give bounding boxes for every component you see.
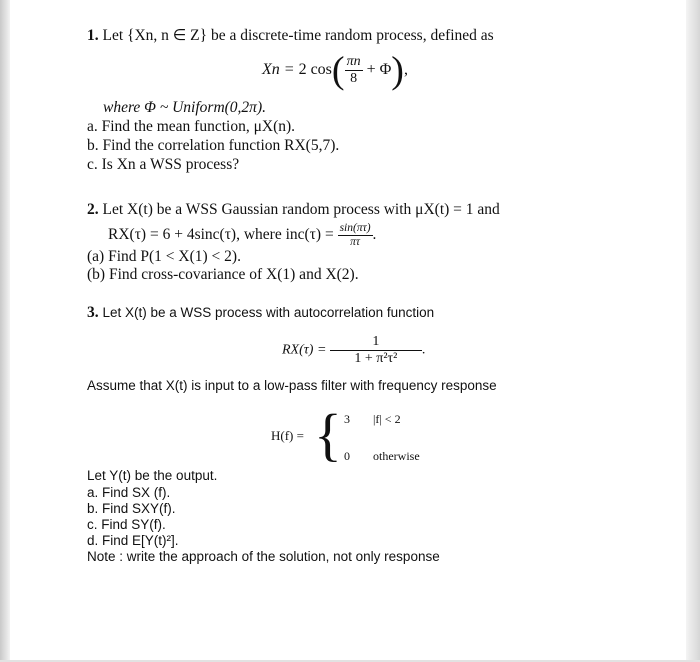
q3-h-lhs: H(f) = <box>271 428 304 443</box>
q3-rx-fraction <box>330 334 422 367</box>
q1-eq-plus-phi: + Φ <box>366 61 392 79</box>
q3-intro-line <box>87 303 434 322</box>
q3-part-a: a. Find SX (f). <box>87 485 171 500</box>
q1-eq-right-paren: ) <box>391 49 404 92</box>
q2-sinc-den: πτ <box>350 236 360 248</box>
q3-rx-equation <box>282 334 425 367</box>
q3-h-brace: { <box>314 402 342 467</box>
q3-part-b: b. Find SXY(f). <box>87 501 176 516</box>
q3-case1-value: 3 <box>344 412 350 426</box>
page-left-shadow <box>0 0 10 662</box>
q3-assume: Assume that X(t) is input to a low-pass filter with frequency response <box>87 378 497 393</box>
q3-intro: Let X(t) be a WSS process with autocorrelation function <box>102 305 435 320</box>
q3-rx-den: 1 + π²τ² <box>354 351 398 366</box>
q3-rx-num: 1 <box>330 334 422 351</box>
q1-part-b: b. Find the correlation function RX(5,7). <box>87 137 340 154</box>
q1-intro-line <box>87 26 494 45</box>
q2-number: 2. <box>87 201 99 218</box>
q3-case2-value: 0 <box>344 449 350 463</box>
q1-part-a: a. Find the mean function, μX(n). <box>87 118 296 135</box>
q3-rx-lhs: RX(τ) = <box>282 342 327 358</box>
q1-intro: Let {Xn, n ∈ Z} be a discrete-time random process, defined as <box>102 27 494 44</box>
q3-case2-cond: otherwise <box>373 449 420 463</box>
q2-sinc-tail: . <box>372 226 377 244</box>
q1-equation <box>262 49 408 92</box>
q3-part-c: c. Find SY(f). <box>87 517 166 532</box>
q1-eq-fraction <box>345 54 363 87</box>
q3-note: Note : write the approach of the solution, not only response <box>87 549 440 564</box>
q1-eq-frac-num: πn <box>346 54 361 69</box>
q2-part-a: (a) Find P(1 < X(1) < 2). <box>87 248 241 265</box>
q2-part-b: (b) Find cross-covariance of X(1) and X(2). <box>87 266 359 283</box>
q1-eq-tail: , <box>403 61 408 79</box>
q2-intro-line <box>87 200 500 219</box>
q1-eq-lhs: Xn = <box>262 61 295 79</box>
q2-intro: Let X(t) be a WSS Gaussian random process with μX(t) = 1 and <box>102 201 500 218</box>
q1-eq-left-paren: ( <box>331 49 345 92</box>
q1-part-c: c. Is Xn a WSS process? <box>87 156 240 173</box>
q1-eq-frac-den: 8 <box>350 71 358 86</box>
q3-rx-tail: . <box>421 342 426 358</box>
q3-let-y: Let Y(t) be the output. <box>87 468 218 483</box>
q2-corr-line <box>108 222 376 249</box>
page-right-shadow <box>686 0 700 662</box>
q1-where: where Φ ~ Uniform(0,2π). <box>103 99 266 116</box>
q3-case1-cond: |f| < 2 <box>373 412 401 426</box>
q2-corr: RX(τ) = 6 + 4sinc(τ), where inc(τ) = <box>108 226 334 244</box>
q2-sinc-fraction <box>338 222 373 249</box>
q1-number: 1. <box>87 27 99 44</box>
q3-part-d: d. Find E[Y(t)²]. <box>87 533 179 548</box>
q1-eq-coef: 2 cos <box>298 61 332 79</box>
q2-sinc-num: sin(πτ) <box>339 222 371 234</box>
q3-number: 3. <box>87 304 99 321</box>
